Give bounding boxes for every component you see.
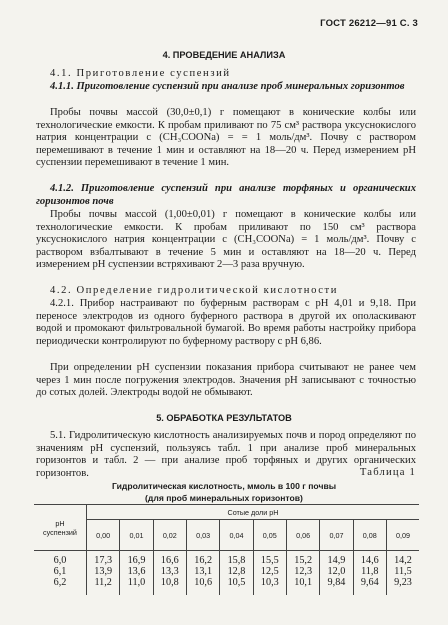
data-cell: 15,8 12,8 10,5 bbox=[220, 551, 253, 596]
column-header: 0,06 bbox=[286, 520, 319, 551]
subsection-4-2-2-text: При определении pH суспензии показания прибора считывают не ранее чем через 1 мин после погружения электродов. Значения pH записывают с точностью до сотых долей. Электроды водой не обмывают. bbox=[36, 362, 416, 399]
column-header: 0,03 bbox=[186, 520, 219, 551]
data-cell: 14,2 11,5 9,23 bbox=[386, 551, 419, 596]
column-header: 0,07 bbox=[320, 520, 353, 551]
section-4-title: 4. ПРОВЕДЕНИЕ АНАЛИЗА bbox=[162, 50, 286, 60]
subsection-4-1-1-heading: 4.1.1. Приготовление суспензий при анализе проб минеральных горизонтов bbox=[50, 81, 405, 92]
acidity-table bbox=[34, 504, 419, 595]
column-header: 0,04 bbox=[220, 520, 253, 551]
subsection-4-1: 4.1. Приготовление суспензий bbox=[50, 68, 231, 79]
group-header-label: Сотые доли pH bbox=[227, 507, 279, 517]
column-header: 0,05 bbox=[253, 520, 286, 551]
subsection-4-1-2-heading: 4.1.2. Приготовление суспензий при анализе торфяных и органических горизонтов почв bbox=[36, 183, 416, 207]
column-header-row bbox=[34, 520, 419, 551]
section-5-title: 5. ОБРАБОТКА РЕЗУЛЬТАТОВ bbox=[156, 413, 292, 423]
table-caption-line-1: Гидролитическая кислотность, ммоль в 100 г почвы bbox=[111, 481, 337, 491]
table-row bbox=[34, 551, 419, 596]
data-cell: 15,2 12,3 10,1 bbox=[286, 551, 319, 596]
group-header-cell bbox=[87, 505, 420, 520]
column-header: 0,01 bbox=[120, 520, 153, 551]
ph-values-cell: 6,0 6,1 6,2 bbox=[53, 555, 67, 588]
table-label: Таблица 1 bbox=[359, 467, 416, 478]
table-caption-line-2: (для проб минеральных горизонтов) bbox=[145, 493, 303, 503]
column-header: 0,08 bbox=[353, 520, 386, 551]
data-cell: 14,6 11,8 9,64 bbox=[353, 551, 386, 596]
row-header-cell bbox=[34, 505, 87, 551]
subsection-5-1-text: 5.1. Гидролитическую кислотность анализируемых почв и пород определяют по значениям pH суспензий, пользуясь табл. 1 при анализе проб минеральных горизонтов и табл. 2 — при анализе проб торфяных и других органических горизонтов. bbox=[36, 430, 416, 479]
column-header: 0,09 bbox=[386, 520, 419, 551]
column-header: 0,02 bbox=[153, 520, 186, 551]
subsection-4-2: 4.2. Определение гидролитической кислотности bbox=[50, 285, 339, 296]
data-cell: 16,9 13,6 11,0 bbox=[120, 551, 153, 596]
subsection-4-2-1-text: 4.2.1. Прибор настраивают по буферным растворам с pH 4,01 и 9,18. При переносе электродов из одного буферного раствора в другой их ополаскивают водой и промокают фильтровальной бумагой. Во время работы настройку прибора периодически контролируют по буферному раствору с pH 6,86. bbox=[36, 298, 416, 347]
page-header: ГОСТ 26212—91 С. 3 bbox=[320, 18, 418, 29]
data-cell: 16,2 13,1 10,6 bbox=[186, 551, 219, 596]
data-cell: 17,3 13,9 11,2 bbox=[87, 551, 120, 596]
data-cell: 16,6 13,3 10,8 bbox=[153, 551, 186, 596]
data-cell: 14,9 12,0 9,84 bbox=[320, 551, 353, 596]
column-header: 0,00 bbox=[87, 520, 120, 551]
row-header-label: pH суспензий bbox=[43, 518, 77, 537]
subsection-4-1-2-text: Пробы почвы массой (1,00±0,01) г помещают в конические колбы или технологические емкости. К пробам приливают по 150 см³ раствора уксуснокислого натрия концентрации c (CH₃COONa) = 1 моль/дм³. Почву с раствором взбалтывают в течение 5 мин и оставляют на 18—20 ч. Перед измерением pH суспензии встряхивают 2—3 раза вручную. bbox=[36, 209, 416, 271]
data-cell: 15,5 12,5 10,3 bbox=[253, 551, 286, 596]
subsection-4-1-1-text: Пробы почвы массой (30,0±0,1) г помещают в конические колбы или технологические емкости. К пробам приливают по 75 см³ раствора уксуснокислого натрия концентрации c (CH₃COONa) = = 1 моль/дм³. Почву с раствором перемешивают в течение 1 мин и оставляют на 18—20 ч. Перед измерением pH суспензии перемешивают в течение 1 мин. bbox=[36, 107, 416, 169]
